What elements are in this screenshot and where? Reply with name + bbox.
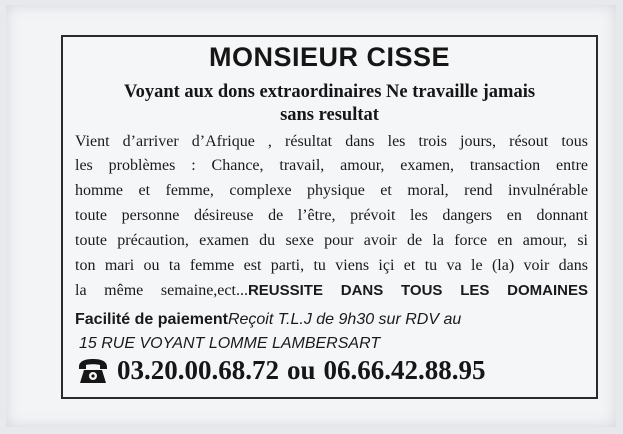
telephone-icon	[77, 358, 109, 384]
body-line: toute personne désireuse de l’être, prévoit les dangers en donnant	[75, 207, 588, 224]
subtitle-line: sans resultat	[280, 105, 379, 125]
phone-number-2: 06.66.42.88.95	[323, 355, 486, 385]
flyer-subtitle	[73, 81, 586, 127]
body-line: les problèmes : Chance, travail, amour, examen, transaction entre	[75, 157, 588, 174]
body-last-line	[75, 280, 588, 301]
body-line: ton mari ou ta femme est parti, tu viens içi et tu va le (la) voir dans	[75, 257, 588, 274]
success-highlight: REUSSITE DANS TOUS LES DOMAINES	[247, 282, 589, 299]
flyer-paper	[6, 5, 616, 427]
body-line: homme et femme, complexe physique et moral, rend invulnérable	[75, 182, 588, 199]
subtitle-line: Voyant aux dons extraordinaires Ne travaille jamais	[123, 82, 536, 102]
body-line: Vient d’arriver d’Afrique , résultat dans les trois jours, résout tous	[75, 133, 588, 150]
phone-separator: ou	[287, 355, 316, 385]
payment-details: Reçoit T.L.J de 9h30 sur RDV au	[227, 311, 462, 328]
payment-label: Facilité de paiement	[75, 311, 228, 328]
address: 15 RUE VOYANT LOMME LAMBERSART	[79, 335, 381, 352]
body-line: toute précaution, examen du sexe pour avoir de la force en amour, si	[75, 232, 588, 249]
flyer-title: MONSIEUR CISSE	[208, 42, 451, 72]
phone-row	[77, 355, 486, 386]
phone-number-1: 03.20.00.68.72	[117, 355, 279, 385]
body-last-text: la même semaine,ect...	[75, 282, 248, 299]
payment-line	[75, 311, 461, 329]
flyer-frame	[61, 35, 598, 399]
